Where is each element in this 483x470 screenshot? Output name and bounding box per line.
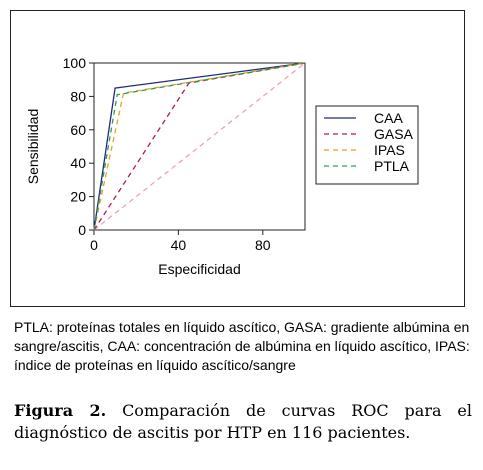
chart-frame [10, 10, 465, 307]
y-tick-label: 20 [70, 188, 86, 205]
chart-note [14, 318, 474, 375]
x-tick-label: 0 [90, 237, 98, 253]
y-axis-label: Sensibilidad [25, 108, 41, 185]
legend-label-gasa: GASA [374, 126, 413, 142]
x-tick-label: 40 [170, 237, 187, 253]
figure-caption-text: Comparación de curvas ROC para el diagnóstico de ascitis por HTP en 116 pacientes. [14, 401, 473, 442]
y-tick-label: 80 [70, 88, 86, 105]
legend-label-caa: CAA [374, 110, 403, 126]
figure-caption [14, 400, 472, 444]
y-tick-label: 40 [70, 155, 86, 172]
y-tick-label: 60 [70, 121, 86, 138]
abbreviation-note: PTLA: proteínas totales en líquido ascítico, GASA: gradiente albúmina en sangre/ascitis, CAA: concentración de albúmina en líquido ascítico, IPAS: índice de proteínas en líquido ascítico/sangre [14, 319, 470, 373]
roc-chart [11, 11, 464, 306]
x-axis-label: Especificidad [158, 261, 241, 277]
legend-label-ptla: PTLA [374, 158, 410, 174]
y-tick-label: 0 [78, 222, 86, 238]
x-tick-label: 80 [255, 237, 271, 253]
legend-label-ipas: IPAS [374, 142, 405, 158]
y-tick-label: 100 [62, 55, 86, 71]
reference-line [94, 63, 305, 230]
figure-label: Figura 2. [14, 401, 107, 420]
